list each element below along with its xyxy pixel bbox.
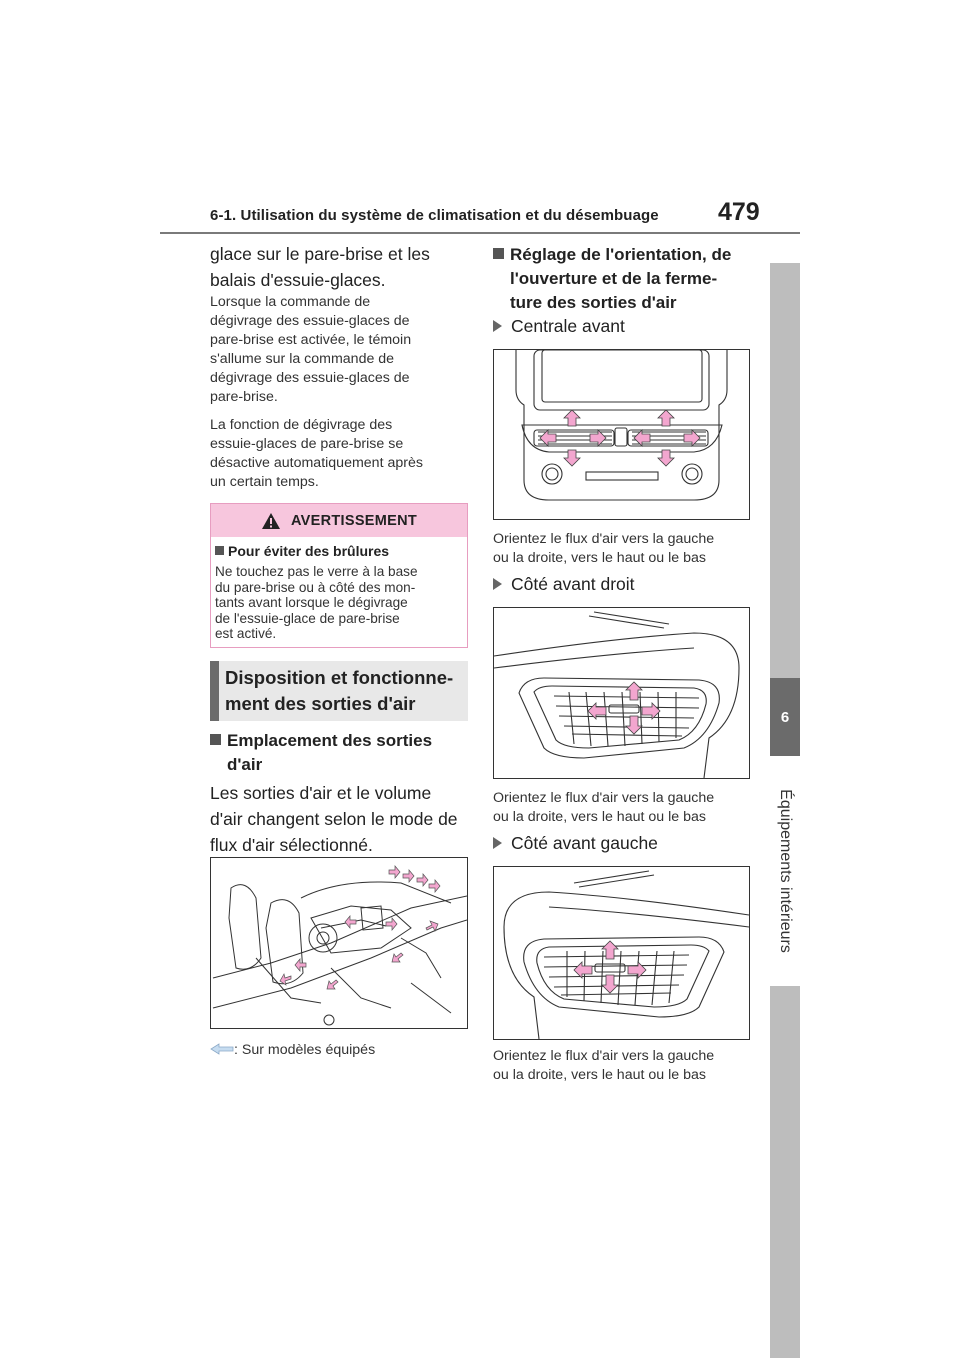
- section-title-box: [210, 661, 468, 721]
- warning-triangle-icon: [261, 512, 281, 530]
- chapter-number: 6: [770, 678, 800, 756]
- caption-right-front: Orientez le flux d'air vers la gauche ou la droite, vers le haut ou le bas: [493, 790, 715, 825]
- triangle-bullet-icon: [493, 320, 502, 332]
- warning-subtitle: Pour éviter des brûlures: [215, 543, 389, 559]
- section-title: Disposition et fonctionne- ment des sorties d'air: [225, 667, 454, 714]
- center-vent-illustration: [493, 349, 750, 520]
- caption-center-front: Orientez le flux d'air vers la gauche ou la droite, vers le haut ou le bas: [493, 531, 715, 566]
- square-bullet-icon: [210, 734, 221, 745]
- cabin-vents-illustration: [210, 857, 468, 1029]
- warning-text: Ne touchez pas le verre à la base du pare-brise ou à côté des mon- tants avant lorsque le dégivrage de l'essuie-glace de pare-brise est activé.: [215, 564, 418, 641]
- intro-text: glace sur le pare-brise et les balais d'essuie-glaces.: [210, 244, 430, 290]
- subhead-vent-location: Emplacement des sorties d'air: [210, 729, 432, 777]
- arrow-left-icon: [210, 1043, 234, 1055]
- side-tab-bar-bottom: [770, 986, 800, 1358]
- cabin-drawing: [211, 858, 467, 1028]
- right-vent-illustration: [493, 607, 750, 779]
- square-bullet-icon: [493, 248, 504, 259]
- right-vent-drawing: [494, 608, 749, 778]
- subhead-vent-adjustment: Réglage de l'orientation, de l'ouverture et de la ferme- ture des sorties d'air: [493, 243, 731, 315]
- left-vent-illustration: [493, 866, 750, 1040]
- paragraph-defrost-off: La fonction de dégivrage des essuie-glaces de pare-brise se désactive automatiquement après un certain temps.: [210, 417, 423, 490]
- warning-header: AVERTISSEMENT: [211, 504, 467, 537]
- header-rule: [160, 232, 800, 234]
- center-vent-drawing: [494, 350, 749, 519]
- chapter-label: Équipements intérieurs: [777, 789, 795, 953]
- item-label-center-front: Centrale avant: [493, 313, 625, 339]
- paragraph-defrost-on: Lorsque la commande de dégivrage des essuie-glaces de pare-brise est activée, le témoin s'allume sur la commande de dégivrage des essuie-glaces de pare-brise.: [210, 294, 412, 405]
- page-number: 479: [718, 198, 760, 226]
- legend-equipped-models: : Sur modèles équipés: [210, 1041, 375, 1060]
- item-label-right-front: Côté avant droit: [493, 571, 635, 597]
- warning-box: [210, 503, 468, 648]
- square-bullet-icon: [215, 546, 224, 555]
- vent-location-body: Les sorties d'air et le volume d'air changent selon le mode de flux d'air sélectionné.: [210, 783, 458, 855]
- item-label-left-front: Côté avant gauche: [493, 830, 658, 856]
- side-tab-bar: [770, 263, 800, 678]
- caption-left-front: Orientez le flux d'air vers la gauche ou la droite, vers le haut ou le bas: [493, 1048, 715, 1083]
- triangle-bullet-icon: [493, 837, 502, 849]
- running-header: 6-1. Utilisation du système de climatisation et du désembuage: [210, 207, 659, 224]
- left-vent-drawing: [494, 867, 749, 1039]
- triangle-bullet-icon: [493, 578, 502, 590]
